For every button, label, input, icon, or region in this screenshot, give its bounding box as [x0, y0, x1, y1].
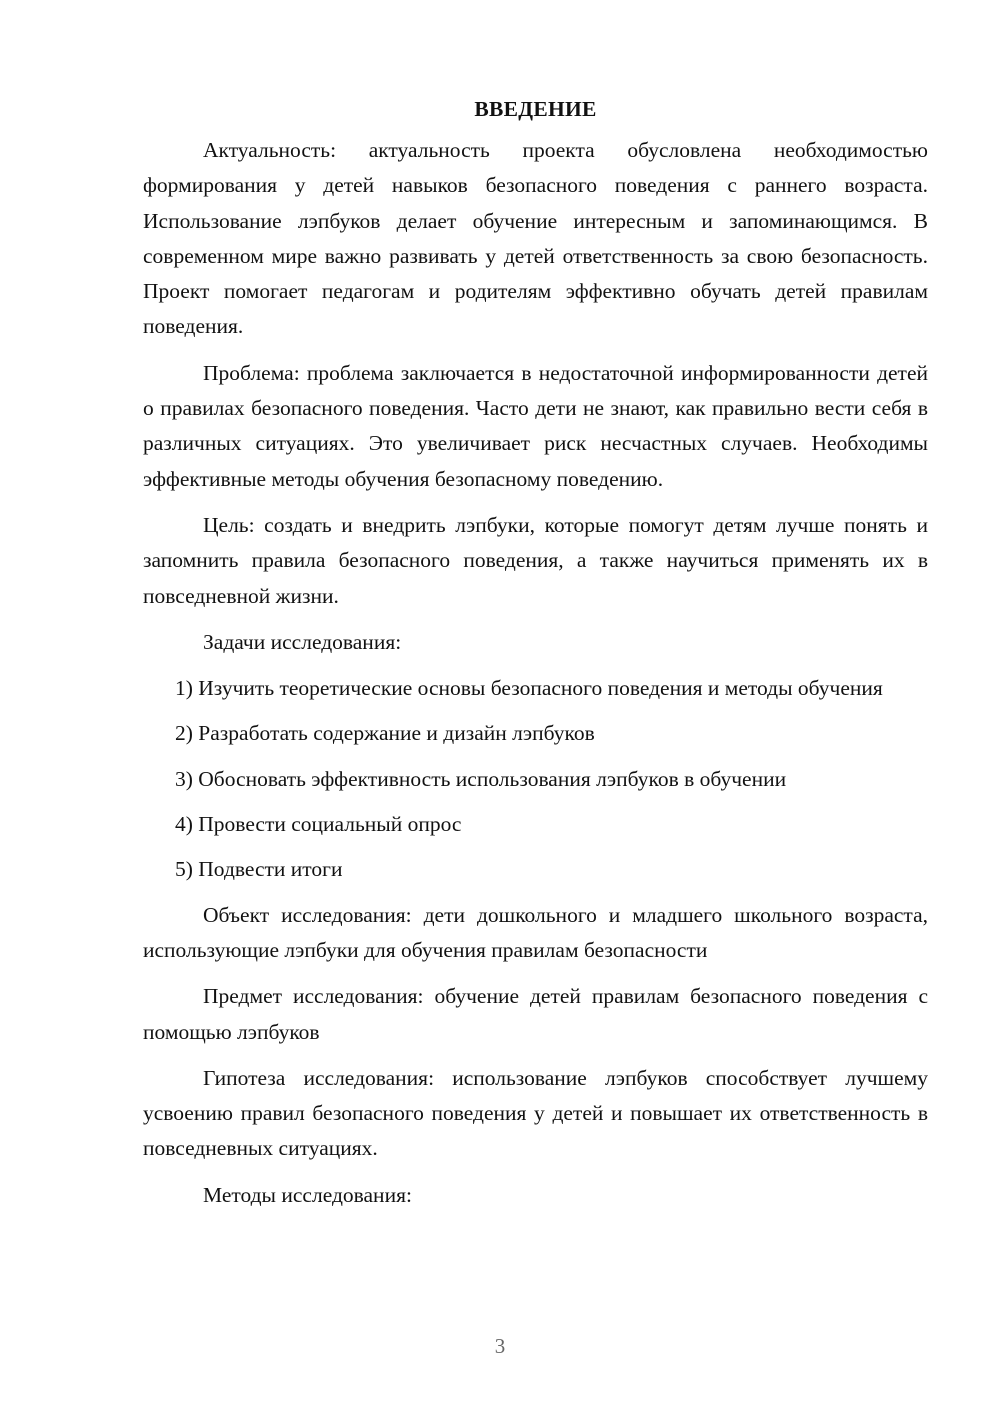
page-number: 3: [494, 1334, 506, 1358]
tasks-heading: Задачи исследования:: [203, 629, 402, 654]
task-item: 1) Изучить теоретические основы безопасного поведения и методы обучения: [175, 676, 883, 701]
relevance-paragraph: Актуальность: актуальность проекта обусловлена необходимостью формирования у детей навыков безопасного поведения с раннего возраста. Использование лэпбуков делает обучение интересным и запоминающимся. В современном мире важно развивать у детей ответственность за свою безопасность. Проект помогает педагогам и родителям эффективно обучать детей правилам поведения.: [143, 138, 928, 339]
methods-heading: Методы исследования:: [203, 1182, 412, 1207]
task-item: 4) Провести социальный опрос: [175, 812, 462, 837]
subject-paragraph: Предмет исследования: обучение детей правилам безопасного поведения с помощью лэпбуков: [143, 984, 928, 1044]
page-content: [143, 92, 928, 1224]
goal-paragraph: Цель: создать и внедрить лэпбуки, которые помогут детям лучше понять и запомнить правила безопасного поведения, а также научиться применять их в повседневной жизни.: [143, 512, 928, 608]
task-item: 3) Обосновать эффективность использования лэпбуков в обучении: [175, 766, 787, 791]
section-title: ВВЕДЕНИЕ: [474, 97, 597, 121]
problem-paragraph: Проблема: проблема заключается в недостаточной информированности детей о правилах безопасного поведения. Часто дети не знают, как правильно вести себя в различных ситуациях. Это увеличивает риск несчастных случаев. Необходимы эффективные методы обучения безопасному поведению.: [143, 360, 928, 491]
task-item: 2) Разработать содержание и дизайн лэпбуков: [175, 721, 595, 746]
hypothesis-paragraph: Гипотеза исследования: использование лэпбуков способствует лучшему усвоению правил безопасного поведения у детей и повышает их ответственность в повседневных ситуациях.: [143, 1065, 928, 1161]
task-item: 5) Подвести итоги: [175, 857, 343, 882]
object-paragraph: Объект исследования: дети дошкольного и младшего школьного возраста, использующие лэпбуки для обучения правилам безопасности: [143, 902, 928, 962]
